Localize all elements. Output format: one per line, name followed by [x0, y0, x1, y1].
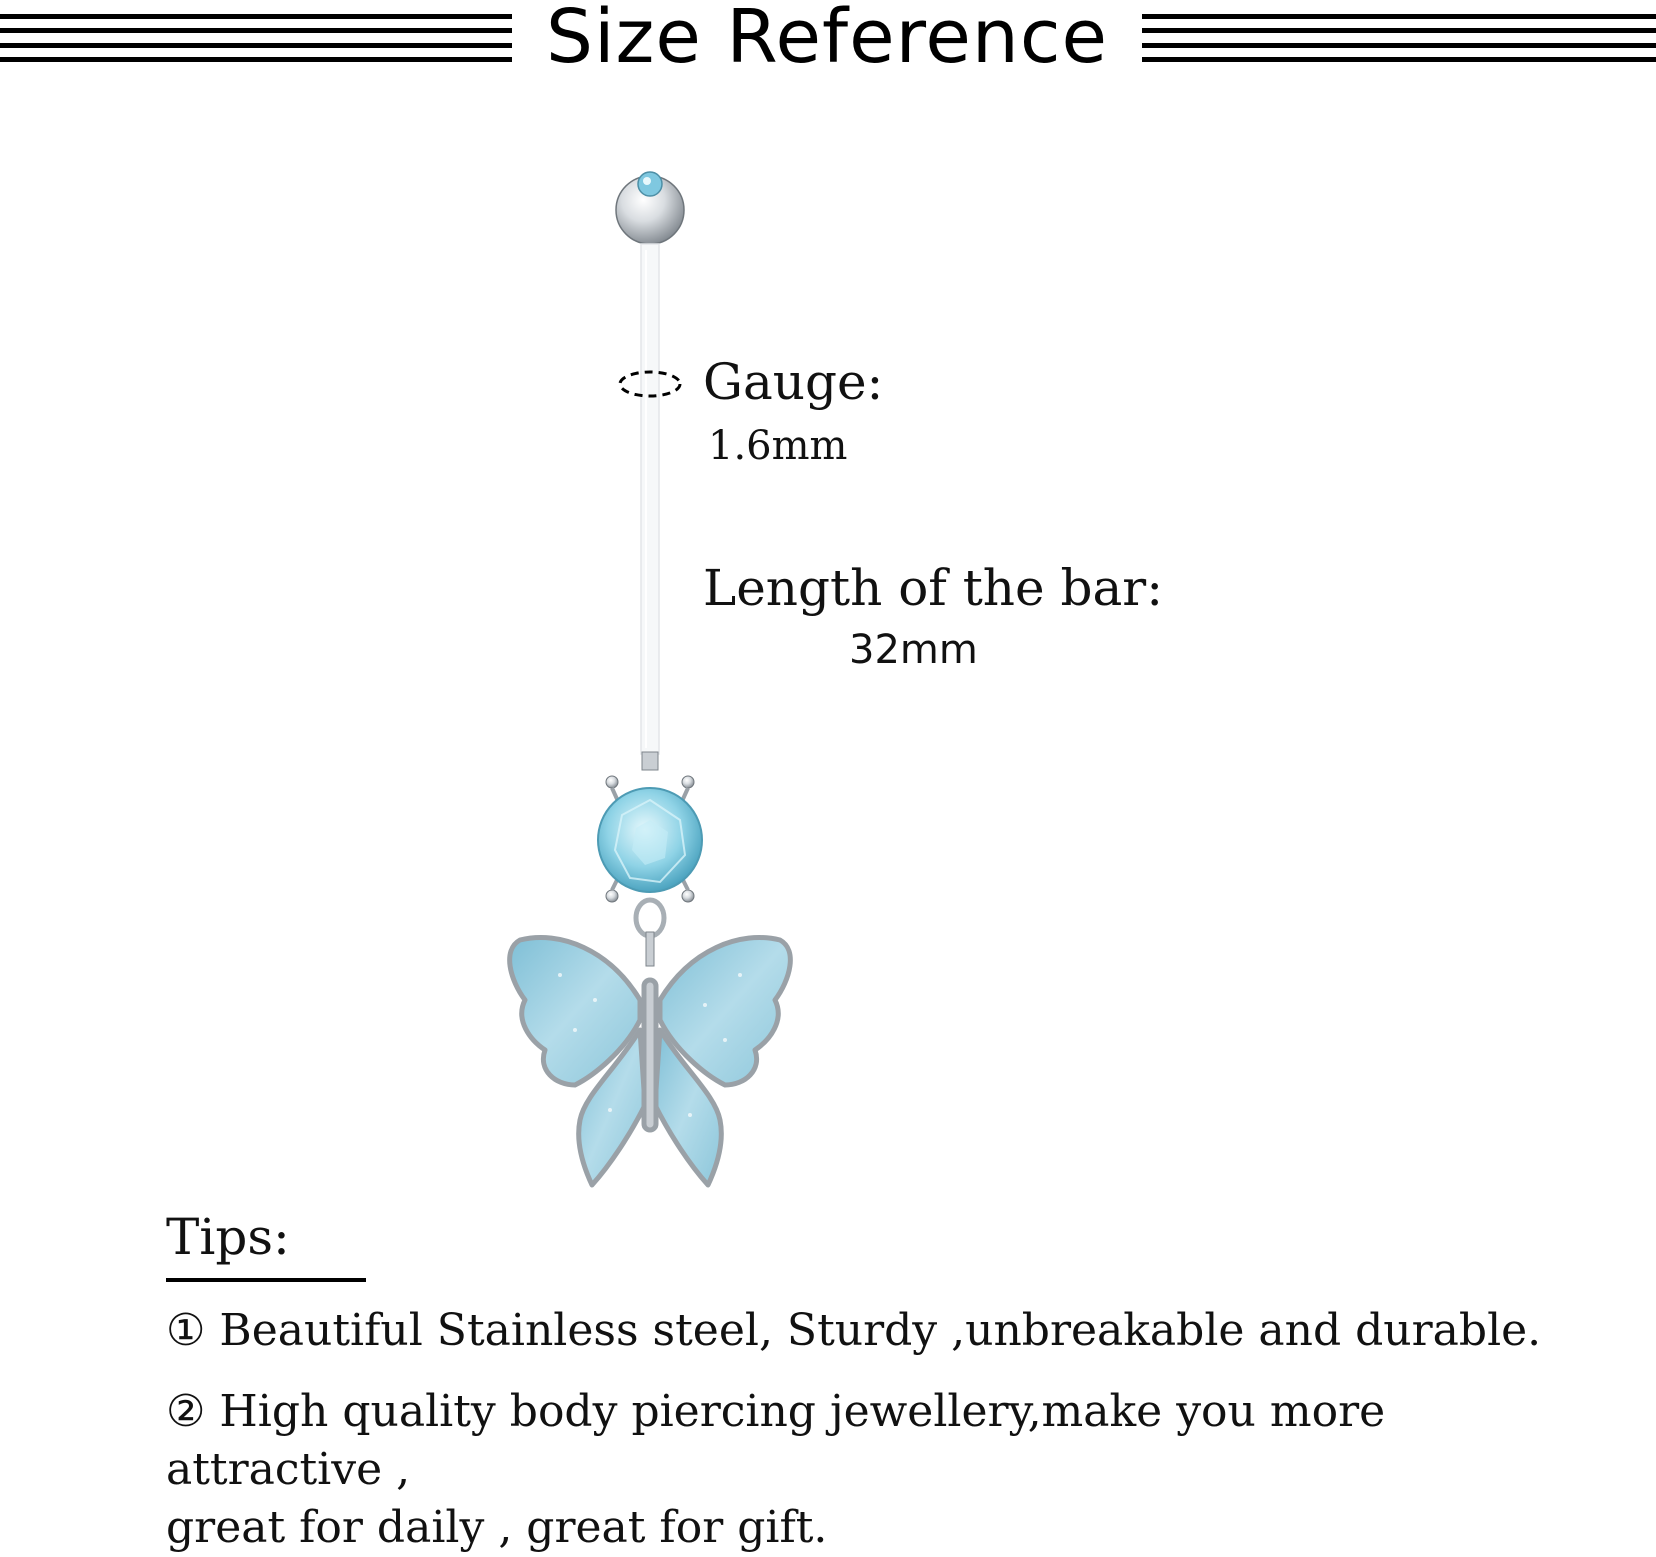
gauge-value: 1.6mm [708, 423, 848, 469]
header-rule-left [0, 14, 512, 62]
dangle-link [636, 900, 664, 966]
gem-setting [598, 752, 702, 902]
butterfly-charm [510, 938, 791, 1186]
bar-length-label: Length of the bar: [703, 559, 1164, 617]
gauge-label: Gauge: [703, 353, 884, 411]
bar-length-value: 32mm [849, 627, 978, 673]
gauge-icon [614, 366, 686, 402]
tips-heading: Tips: [166, 1208, 290, 1266]
top-ball [616, 172, 684, 244]
product-image [500, 160, 830, 1210]
header-rule-right [1142, 14, 1656, 62]
tips-underline [166, 1278, 366, 1282]
tip-item-2-line-2: great for daily , great for gift. [166, 1502, 828, 1553]
tip-item-2-line-1: ② High quality body piercing jewellery,make you more attractive , [166, 1386, 1386, 1495]
tip-item-1: ① Beautiful Stainless steel, Sturdy ,unbreakable and durable. [166, 1305, 1542, 1356]
tip-item-2 [166, 1383, 1606, 1557]
clear-bar [641, 244, 659, 754]
page-title: Size Reference [545, 0, 1109, 80]
